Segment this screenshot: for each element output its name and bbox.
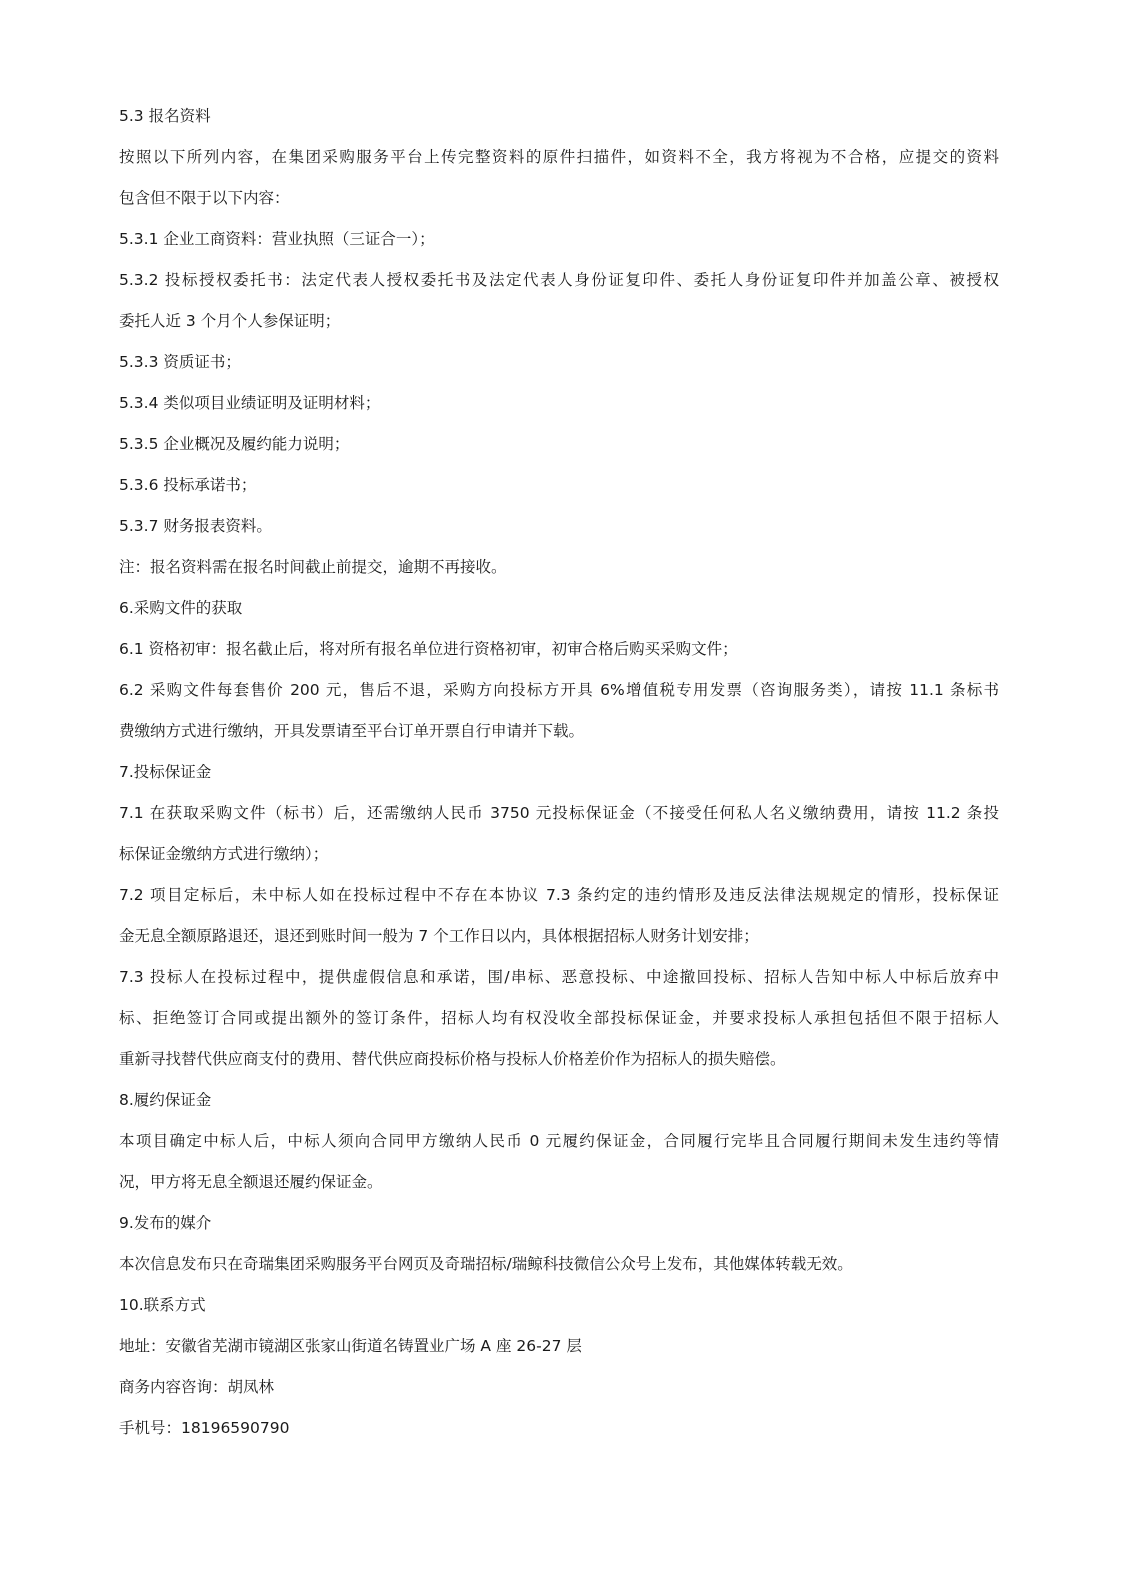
section-heading-8: 8.履约保证金: [119, 1091, 212, 1109]
list-item: 6.2 采购文件每套售价 200 元，售后不退，采购方向投标方开具 6%增值税专用发票（咨询服务类），请按 11.1 条标书: [119, 681, 999, 699]
list-item-continuation: 标、拒绝签订合同或提出额外的签订条件，招标人均有权没收全部投标保证金，并要求投标人承担包括但不限于招标人: [119, 1009, 999, 1027]
list-item-continuation: 金无息全额原路退还，退还到账时间一般为 7 个工作日以内，具体根据招标人财务计划安排；: [119, 927, 759, 945]
list-item-continuation: 标保证金缴纳方式进行缴纳）；: [119, 845, 329, 863]
list-item: 5.3.7 财务报表资料。: [119, 517, 272, 535]
paragraph-line: 本项目确定中标人后，中标人须向合同甲方缴纳人民币 0 元履约保证金，合同履行完毕且合同履行期间未发生违约等情: [119, 1132, 999, 1150]
list-item-continuation: 重新寻找替代供应商支付的费用、替代供应商投标价格与投标人价格差价作为招标人的损失赔偿。: [119, 1050, 786, 1068]
contact-person: 商务内容咨询：胡凤林: [119, 1378, 275, 1396]
paragraph-line: 况，甲方将无息全额退还履约保证金。: [119, 1173, 383, 1191]
list-item: 5.3.4 类似项目业绩证明及证明材料；: [119, 394, 381, 412]
paragraph-line: 按照以下所列内容，在集团采购服务平台上传完整资料的原件扫描件，如资料不全，我方将视为不合格，应提交的资料: [119, 148, 999, 166]
section-heading-5-3: 5.3 报名资料: [119, 107, 211, 125]
paragraph-line: 本次信息发布只在奇瑞集团采购服务平台网页及奇瑞招标/瑞鲸科技微信公众号上发布，其他媒体转载无效。: [119, 1255, 853, 1273]
section-heading-6: 6.采购文件的获取: [119, 599, 243, 617]
document-body: [119, 96, 999, 1449]
list-item: 5.3.6 投标承诺书；: [119, 476, 257, 494]
note-text: 注：报名资料需在报名时间截止前提交，逾期不再接收。: [119, 558, 507, 576]
list-item: 7.2 项目定标后，未中标人如在投标过程中不存在本协议 7.3 条约定的违约情形及违反法律法规规定的情形，投标保证: [119, 886, 999, 904]
list-item: 5.3.5 企业概况及履约能力说明；: [119, 435, 350, 453]
contact-phone: 手机号：18196590790: [119, 1419, 290, 1437]
section-heading-9: 9.发布的媒介: [119, 1214, 212, 1232]
section-heading-7: 7.投标保证金: [119, 763, 212, 781]
list-item-continuation: 委托人近 3 个月个人参保证明；: [119, 312, 341, 330]
list-item: 7.1 在获取采购文件（标书）后，还需缴纳人民币 3750 元投标保证金（不接受任何私人名义缴纳费用，请按 11.2 条投: [119, 804, 999, 822]
list-item: 6.1 资格初审：报名截止后，将对所有报名单位进行资格初审，初审合格后购买采购文件；: [119, 640, 738, 658]
paragraph-line: 包含但不限于以下内容：: [119, 189, 290, 207]
contact-address: 地址：安徽省芜湖市镜湖区张家山街道名铸置业广场 A 座 26-27 层: [119, 1337, 582, 1355]
list-item: 5.3.3 资质证书；: [119, 353, 241, 371]
list-item-continuation: 费缴纳方式进行缴纳，开具发票请至平台订单开票自行申请并下载。: [119, 722, 585, 740]
list-item: 5.3.1 企业工商资料：营业执照（三证合一）；: [119, 230, 435, 248]
section-heading-10: 10.联系方式: [119, 1296, 206, 1314]
list-item: 7.3 投标人在投标过程中，提供虚假信息和承诺，围/串标、恶意投标、中途撤回投标、招标人告知中标人中标后放弃中: [119, 968, 999, 986]
list-item: 5.3.2 投标授权委托书：法定代表人授权委托书及法定代表人身份证复印件、委托人身份证复印件并加盖公章、被授权: [119, 271, 999, 289]
